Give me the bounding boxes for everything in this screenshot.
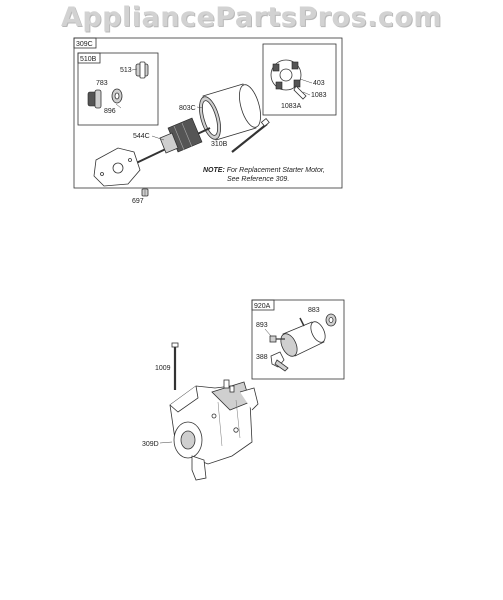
part-label-893: 893 [256,322,268,329]
watermark-logo: AppliancePartsPros.com [60,2,443,33]
part-label-1009: 1009 [155,365,171,372]
note-line1-text: For Replacement Starter Motor, [224,167,325,174]
replacement-note-line1 [203,167,325,174]
part-label-403: 403 [313,80,325,87]
part-label-1083a: 1083A [281,103,302,110]
housing-803c [195,82,264,141]
part-label-697: 697 [132,198,144,205]
pinion-gear-513 [132,62,148,78]
part-label-783: 783 [96,80,108,87]
bolt-1009 [172,343,178,390]
part-label-1083: 1083 [311,92,327,99]
assembly-309c [74,38,342,188]
part-label-544c: 544C [133,133,150,140]
screw-697 [142,189,148,196]
part-label-513: 513 [120,67,132,74]
end-cover-plate [94,148,140,186]
collar-896 [112,89,122,103]
gear-783 [88,90,101,108]
kit-920a [252,300,344,379]
part-label-310b: 310B [211,141,228,148]
kit-510b [78,53,158,125]
part-label-803c: 803C [179,105,196,112]
part-label-896: 896 [104,108,116,115]
part-label-388: 388 [256,354,268,361]
brush-kit [263,44,336,115]
assembly-309c-label: 309C [76,41,93,48]
replacement-note-line2: See Reference 309. [227,176,290,183]
part-label-309d: 309D [142,441,159,448]
kit-920a-label: 920A [254,303,271,310]
starter-motor-309d [170,380,258,480]
kit-510b-label: 510B [80,56,97,63]
solenoid-body [278,318,329,359]
note-prefix: NOTE: [203,167,225,174]
plunger-388 [271,352,288,371]
part-label-883: 883 [308,307,320,314]
nut-883 [326,314,336,326]
